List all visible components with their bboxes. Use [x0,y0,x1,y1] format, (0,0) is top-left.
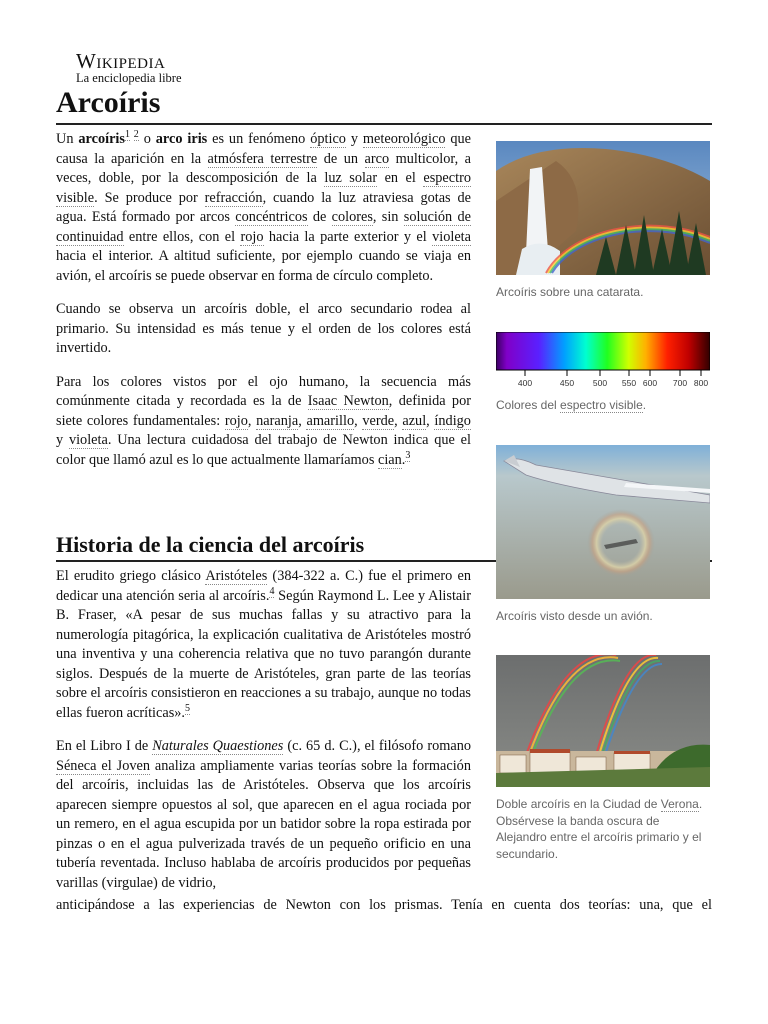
page-title: Arcoíris [56,86,161,119]
figure-waterfall [496,141,710,301]
spectrum-tick-3: 550 [621,378,637,388]
wikipedia-tagline: La enciclopedia libre [76,71,182,85]
link-color-rojo[interactable]: rojo [224,412,248,429]
verona-double-rainbow-image[interactable] [496,655,710,787]
link-espectro-visible[interactable]: espectro visible [56,170,471,206]
link-verona[interactable]: Verona [660,797,699,811]
term-arcoiris: arcoíris [78,131,125,147]
seneca-paragraph: En el Libro I de Naturales Quaestiones (c. 65 d. C.), el filósofo romano Séneca el Joven analiza ampliamente varias teorías sobre la formación del arcoíris, incluidas las de Aristóteles. Observa que los arcoíris aparecen siempre opuestos al sol, que aparecen en el agua rociada por un remero, en el agua escupida por un batidor sobre la ropa estirada por pinzas o en el agua pulverizada través de un pequeño orificio en una tubería reventada. Incluso hablaba de arcoíris producidos por pequeñas varillas (virgulae) de vidrio, [56,738,471,891]
link-meteorologico[interactable]: meteorológico [362,131,446,147]
ref-2[interactable]: 2 [133,129,139,141]
spectrum-tick-4: 600 [642,378,658,388]
waterfall-rainbow-image[interactable] [496,141,710,275]
link-color-indigo[interactable]: índigo [434,412,471,429]
link-isaac-newton[interactable]: Isaac Newton [307,393,389,409]
figure-airplane [496,445,710,625]
figure-verona [496,655,710,862]
spectrum-tick-2: 500 [592,378,608,388]
link-color-verde[interactable]: verde [362,412,395,429]
airplane-rainbow-image[interactable] [496,445,710,599]
link-refraccion[interactable]: refracción [204,189,263,206]
wikipedia-logo[interactable] [76,50,196,85]
section-heading-historia: Historia de la ciencia del arcoíris [56,530,712,562]
link-cian[interactable]: cian [377,451,402,468]
newton-colors-paragraph: Para los colores vistos por el ojo humano, la secuencia más comúnmente citada y recordada es la de Isaac Newton, definida por siete colores fundamentales: rojo, naranja, amarillo, verde, azul, índigo y violeta. Una lectura cuidadosa del trabajo de Newton indica que el color que llamó azul es lo que actualmente llamaríamos cian.$^3$ [56,373,471,468]
link-aristoteles[interactable]: Aristóteles [205,568,268,584]
link-atmosfera-terrestre[interactable]: atmósfera terrestre [207,150,318,167]
spectrum-tick-0: 400 [517,378,533,388]
link-concentricos[interactable]: concéntricos [235,209,308,225]
link-color-naranja[interactable]: naranja [256,412,299,429]
wikipedia-wordmark: Wikipedia [76,49,166,73]
intro-paragraph: Un arcoíris$^{1 2}$ o arco iris es un fenómeno óptico y meteorológico que causa la aparición en la atmósfera terrestre de un arco multicolor, a veces, doble, por la descomposición de la luz solar en el espectro visible. Se produce por refracción, cuando la luz atraviesa gotas de agua. Está formado por arcos concéntricos de colores, sin solución de continuidad entre ellos, con el rojo hacia la parte exterior y el violeta hacia el interior. A altitud suficiente, por ejemplo cuando se viaja en avión, el arcoíris se puede observar en forma de círculo completo. [56,129,472,284]
seneca-paragraph-continuation: anticipándose a las experiencias de Newton con los prismas. Tenía en cuenta dos teorías: una, que el [56,897,712,913]
history-column [56,567,471,907]
link-solucion-continuidad[interactable]: solución de continuidad [56,209,471,245]
link-caption-espectro-visible[interactable]: espectro visible [560,398,643,412]
ref-3[interactable]: 3 [405,449,411,461]
figure-spectrum [496,332,710,414]
ref-1[interactable]: 1 [124,129,130,141]
spectrum-tick-5: 700 [672,378,688,388]
aristoteles-paragraph: El erudito griego clásico Aristóteles (384-322 a. C.) fue el primero en dedicar una atención seria al arcoíris.$^4$ Según Raymond L. Lee y Alistair B. Fraser, «A pesar de sus muchas fallas y su atractivo para la numerología pitagórica, la explicación cualitativa de Aristóteles mostró una inventiva y una coherencia relativa que no tuvo parangón durante siglos. Después de la muerte de Aristóteles, gran parte de las teorías sobre el arcoíris consistieron en reacciones a su trabajo, aunque no todas ellas fueron acríticas».$^5$ [56,568,471,721]
caption-spectrum: Colores del espectro visible. [496,398,647,412]
link-luz-solar[interactable]: luz solar [324,170,378,186]
double-rainbow-paragraph: Cuando se observa un arcoíris doble, el arco secundario rodea al primario. Su intensidad es más tenue y el orden de los colores está invertido. [56,301,471,356]
link-rojo[interactable]: rojo [240,228,264,245]
visible-spectrum-image[interactable] [496,332,710,388]
link-color-violeta[interactable]: violeta [68,432,108,448]
link-seneca-el-joven[interactable]: Séneca el Joven [56,757,150,774]
link-colores[interactable]: colores [331,209,373,225]
caption-waterfall: Arcoíris sobre una catarata. [496,285,644,299]
spectrum-tick-1: 450 [559,378,575,388]
link-violeta[interactable]: violeta [432,228,471,245]
link-optico[interactable]: óptico [310,131,346,147]
link-arco[interactable]: arco [364,150,390,167]
ref-5[interactable]: 5 [185,702,191,714]
intro-column [56,130,471,484]
caption-verona: Doble arcoíris en la Ciudad de Verona. Obsérvese la banda oscura de Alejandro entre el arcoíris primario y el secundario. [496,797,703,861]
ref-4[interactable]: 4 [269,585,275,597]
link-color-azul[interactable]: azul [402,412,427,429]
caption-airplane: Arcoíris visto desde un avión. [496,609,653,623]
title-underline [56,123,712,125]
link-color-amarillo[interactable]: amarillo [306,412,355,429]
link-naturales-quaestiones[interactable]: Naturales Quaestiones [152,738,284,754]
spectrum-tick-6: 800 [693,378,709,388]
term-arco-iris: arco iris [155,131,208,147]
